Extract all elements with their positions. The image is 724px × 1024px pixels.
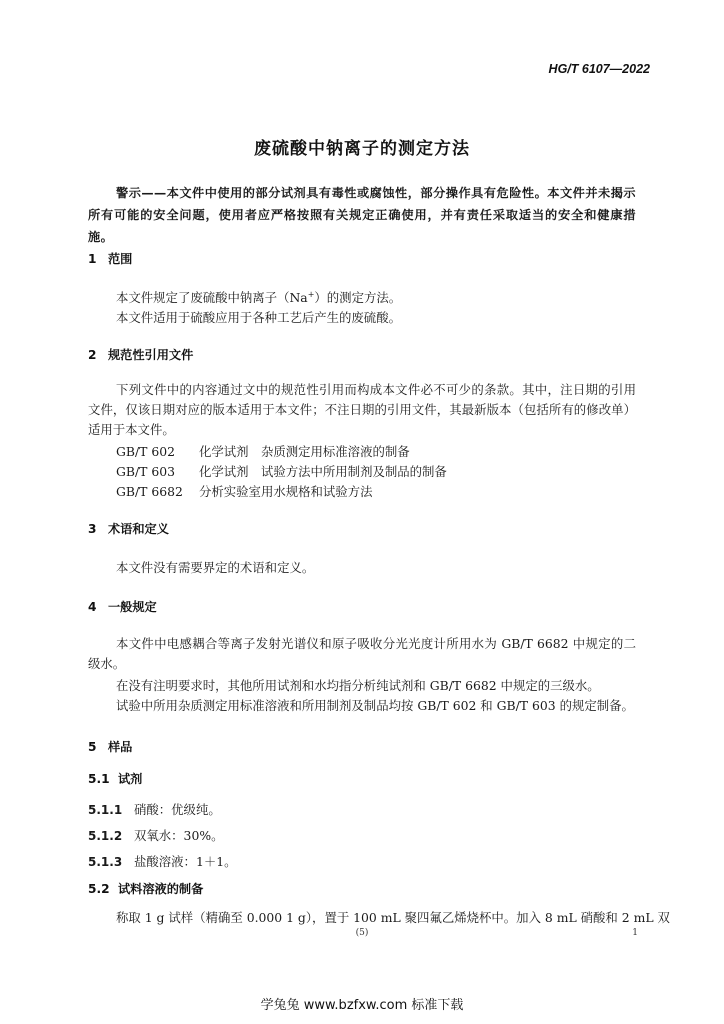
section-title: 规范性引用文件 [108,348,194,362]
section-5-heading [88,738,132,755]
subsection-5-1-heading [88,770,142,787]
section-number: 2 [88,348,97,362]
section-number: 1 [88,252,97,266]
reference-code: GB/T 603 [116,464,176,479]
terms-paragraph: 本文件没有需要界定的术语和定义。 [116,560,315,575]
item-number: 5.1.3 [88,855,123,869]
section-1-heading [88,250,132,267]
item-text: 双氧水：30%。 [134,828,224,843]
section-3-heading [88,520,169,537]
page-number: 1 [632,928,638,938]
normative-references-paragraph: 下列文件中的内容通过文中的规范性引用而构成本文件必不可少的条款。其中，注日期的引用文件，仅该日期对应的版本适用于本文件；不注日期的引用文件，其最新版本（包括所有的修改单）适用于本文件。 [88,382,636,437]
item-number: 5.1.2 [88,829,123,843]
section-title: 试剂 [118,772,143,786]
scope-line-1 [116,288,401,306]
section-title: 术语和定义 [108,522,169,536]
general-paragraph-1: 本文件中电感耦合等离子发射光谱仪和原子吸收分光光度计所用水为 GB/T 6682 中规定的二级水。 [88,636,636,671]
section-title: 试料溶液的制备 [118,882,204,896]
standard-code: HG/T 6107—2022 [548,62,650,76]
footer-sheet-number: (5) [355,928,369,938]
sample-preparation-paragraph: 称取 1 g 试样（精确至 0.000 1 g），置于 100 mL 聚四氟乙烯烧杯中。加入 8 mL 硝酸和 2 mL 双 [116,910,670,925]
reference-item [116,482,372,500]
general-paragraph-3: 试验中所用杂质测定用标准溶液和所用制剂及制品均按 GB/T 602 和 GB/T 603 的规定制备。 [116,698,634,713]
reference-title: 分析实验室用水规格和试验方法 [199,484,373,499]
section-2-heading [88,346,193,363]
document-title: 废硫酸中钠离子的测定方法 [254,139,470,159]
watermark-text: 学兔兔 www.bzfxw.com 标准下载 [260,998,464,1013]
section-title: 范围 [108,252,133,266]
warning-paragraph: 警示——本文件中使用的部分试剂具有毒性或腐蚀性，部分操作具有危险性。本文件并未揭示所有可能的安全问题，使用者应严格按照有关规定正确使用，并有责任采取适当的安全和健康措施。 [88,186,636,244]
item-number: 5.1.1 [88,803,123,817]
reagent-item [88,852,237,870]
superscript-plus: + [307,289,315,299]
reagent-item [88,826,224,844]
subsection-5-2-heading [88,880,203,897]
section-title: 样品 [108,740,133,754]
reference-code: GB/T 6682 [116,484,183,499]
section-4-heading [88,598,157,615]
general-paragraph-2: 在没有注明要求时，其他所用试剂和水均指分析纯试剂和 GB/T 6682 中规定的三级水。 [116,678,600,693]
section-number: 5.1 [88,772,110,786]
reference-code: GB/T 602 [116,444,176,459]
section-number: 5.2 [88,882,110,896]
section-number: 4 [88,600,97,614]
item-text: 硝酸：优级纯。 [134,802,221,817]
scope-text-post: ）的测定方法。 [314,290,402,305]
reference-item [116,442,410,460]
scope-text-pre: 本文件规定了废硫酸中钠离子（Na [116,290,308,305]
reference-title: 化学试剂 杂质测定用标准溶液的制备 [199,444,410,459]
reference-item [116,462,447,480]
section-number: 3 [88,522,97,536]
reference-title: 化学试剂 试验方法中所用制剂及制品的制备 [199,464,447,479]
item-text: 盐酸溶液：1＋1。 [134,854,237,869]
section-title: 一般规定 [108,600,157,614]
reagent-item [88,800,221,818]
section-number: 5 [88,740,97,754]
scope-line-2: 本文件适用于硫酸应用于各种工艺后产生的废硫酸。 [116,310,401,325]
